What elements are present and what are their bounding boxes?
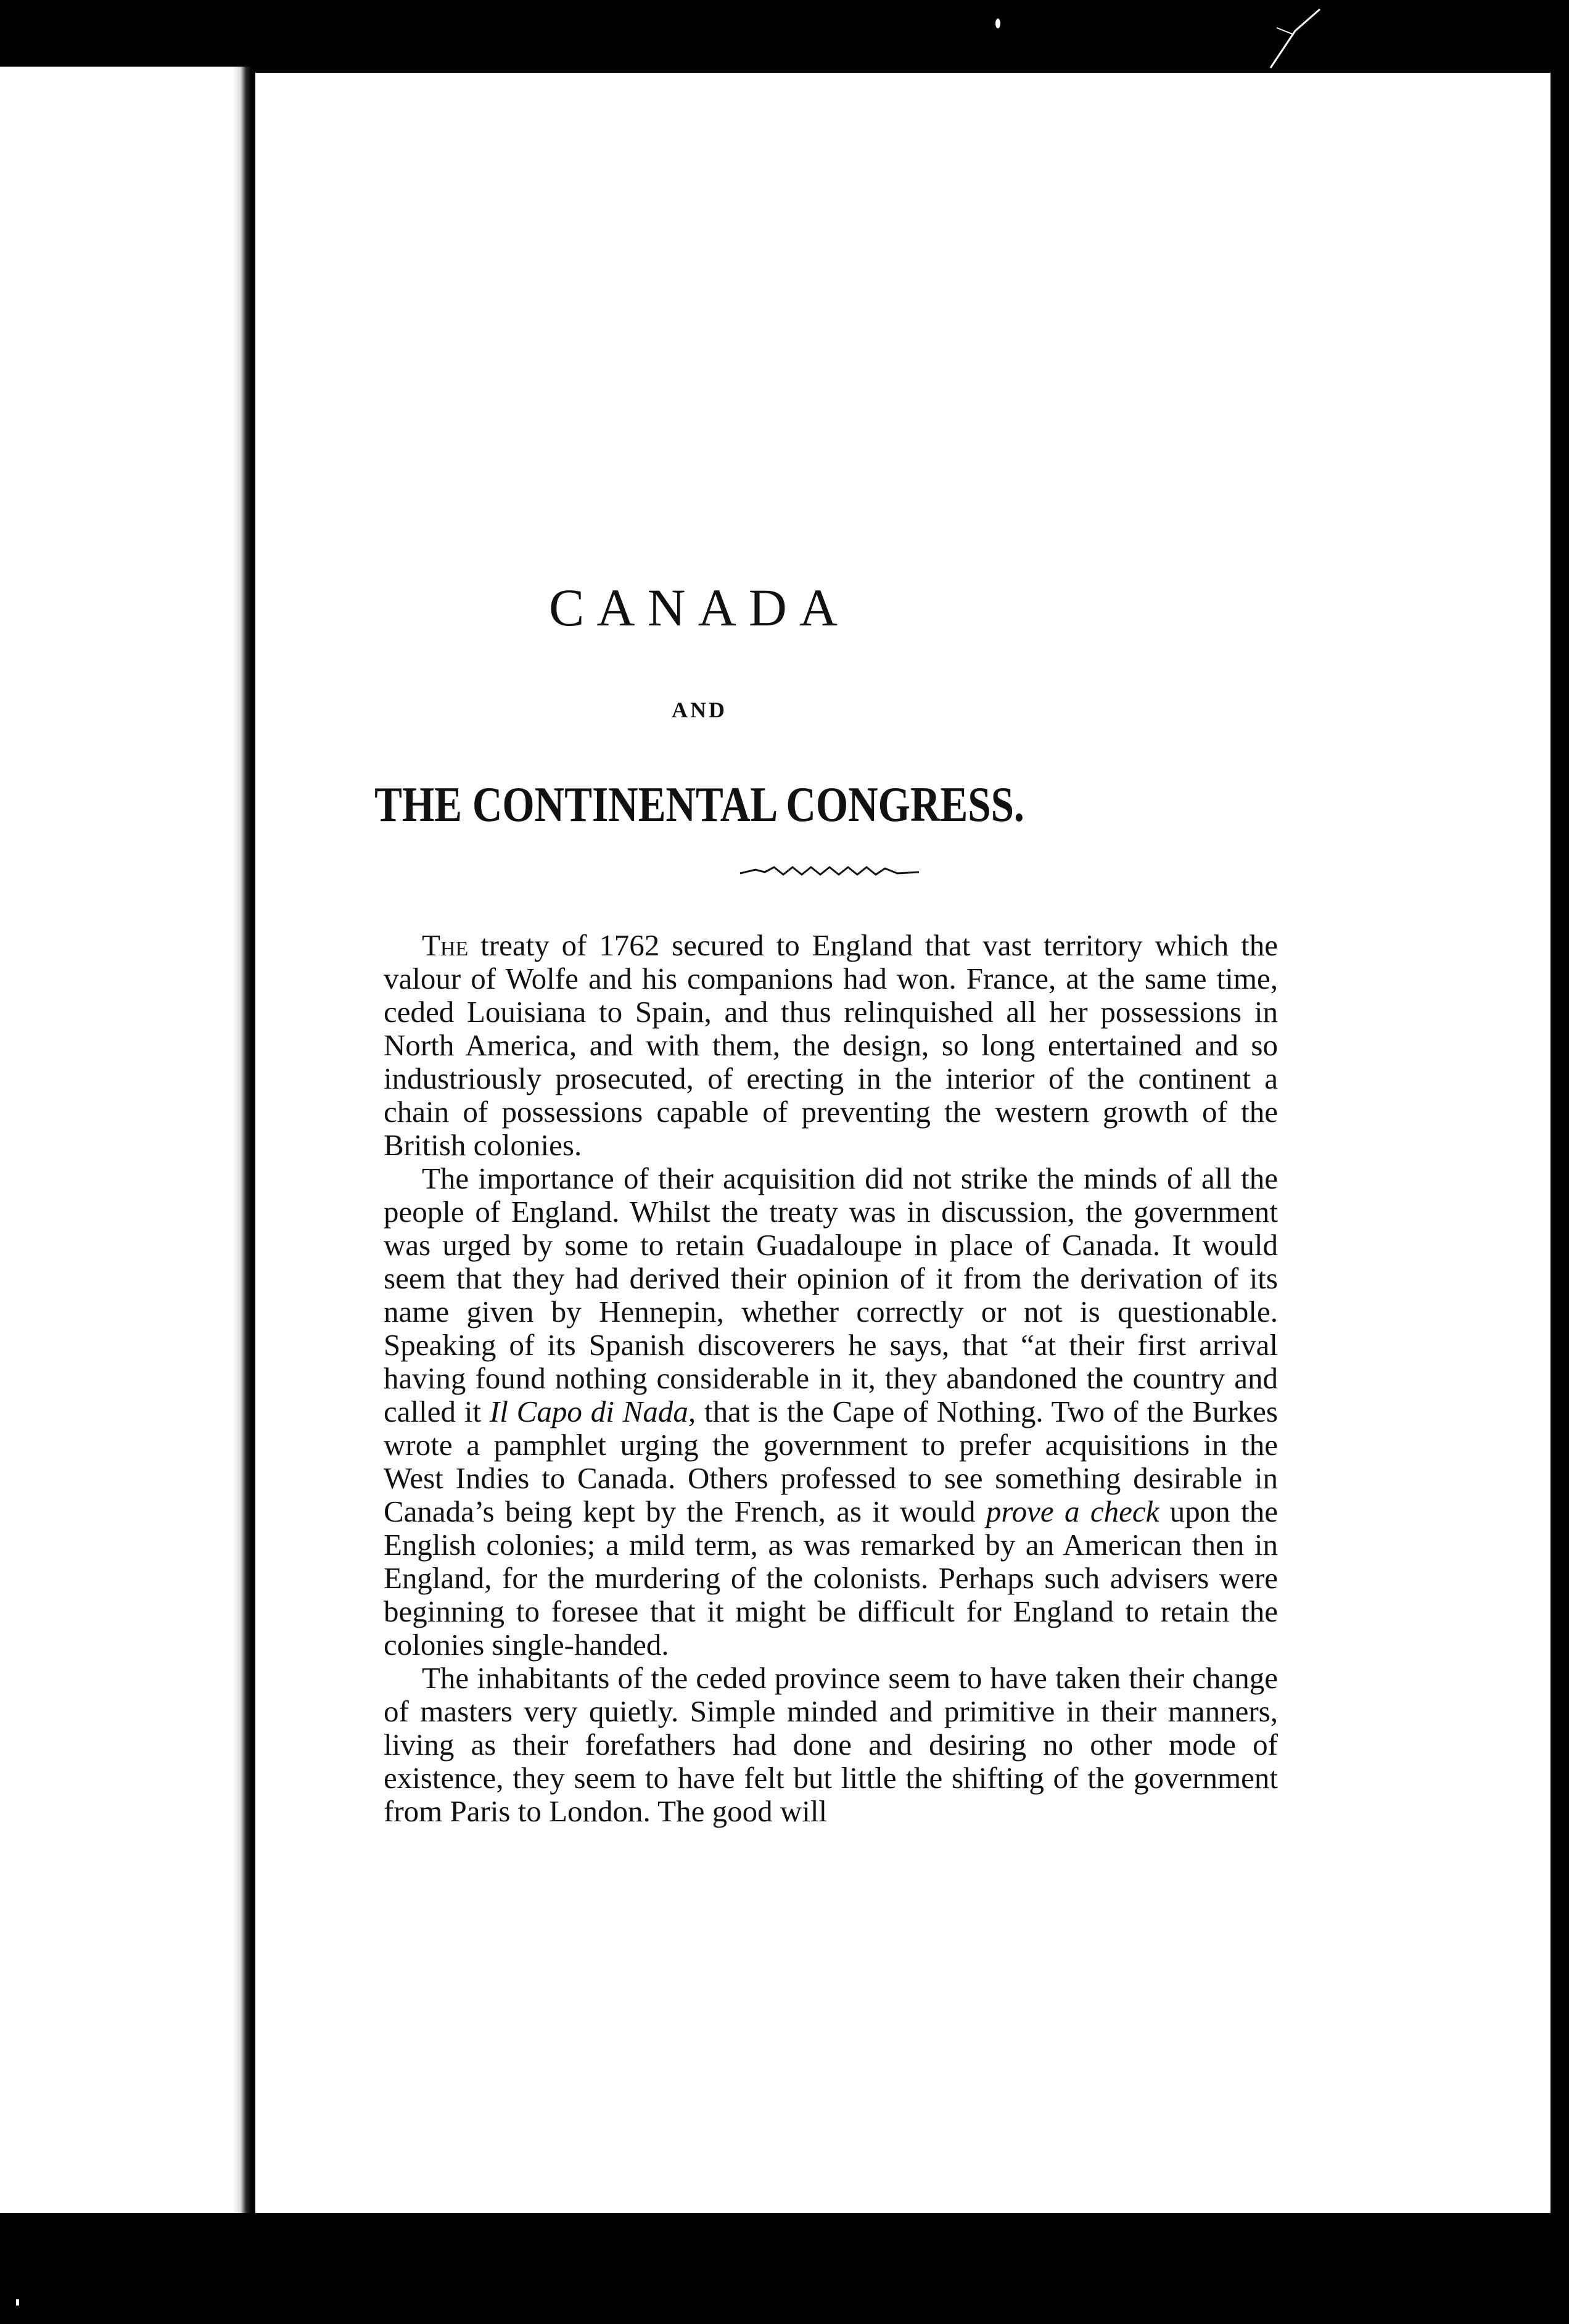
scan-corner-mark	[1233, 6, 1326, 74]
paragraph-1-text: treaty of 1762 secured to England that vast territory which the valour of Wolfe and his companions had won. France, at the same time, ceded Louisiana to Spain, and thus relinquished all her possessions in North America, and with them, the design, so long entertained and so industriously prosecuted, of erecting in the interior of the continent a chain of possessions capable of preventing the western growth of the British colonies.	[384, 928, 1278, 1162]
scan-speck	[16, 2299, 19, 2305]
paragraph-2-text-a: The importance of their acquisition did not strike the minds of all the people of England. Whilst the treaty was in discussion, the government was urged by some to retain Guadaloupe in place of Canada. It would seem that they had derived their opinion of it from the derivation of its name given by Hennepin, whether correctly or not is questionable. Speaking of its Spanish discoverers he says, that “at their first arrival having found nothing considerable in it, they abandoned the country and called it	[384, 1161, 1278, 1428]
paragraph-2-text-c: upon the English colonies; a mild term, as was remarked by an American then in England, for the murdering of the colonists. Perhaps such advisers were beginning to foresee that it might be difficult for England to retain the colonies single-handed.	[384, 1494, 1278, 1662]
lead-word: The	[422, 928, 469, 962]
paragraph-1	[384, 929, 1278, 1162]
paragraph-2	[384, 1162, 1278, 1662]
left-page-edge	[0, 67, 239, 2213]
paragraph-3	[384, 1662, 1278, 1828]
paragraph-2-text-b: that is the Cape of Nothing. Two of the Burkes wrote a pamphlet urging the government to prefer acquisitions in the West Indies to Canada. Others professed to see something desirable in Canada’s being kept by the French, as it would	[384, 1395, 1279, 1528]
page-gutter-shadow	[233, 67, 252, 2213]
scan-speck	[995, 19, 1000, 28]
italic-phrase: prove a check	[986, 1494, 1159, 1528]
decorative-wavy-rule	[737, 862, 922, 881]
italic-phrase: Il Capo di Nada,	[489, 1395, 696, 1428]
page-title: CANADA	[549, 578, 850, 637]
title-conjunction: AND	[672, 698, 727, 722]
page-subtitle: THE CONTINENTAL CONGRESS.	[374, 778, 1024, 832]
paragraph-3-text: The inhabitants of the ceded province seem to have taken their change of masters very quietly. Simple minded and primitive in their manners, living as their forefathers had done and desiring no other mode of existence, they seem to have felt but little the shifting of the government from Paris to London. The good will	[384, 1661, 1278, 1828]
body-text	[384, 929, 1278, 1828]
